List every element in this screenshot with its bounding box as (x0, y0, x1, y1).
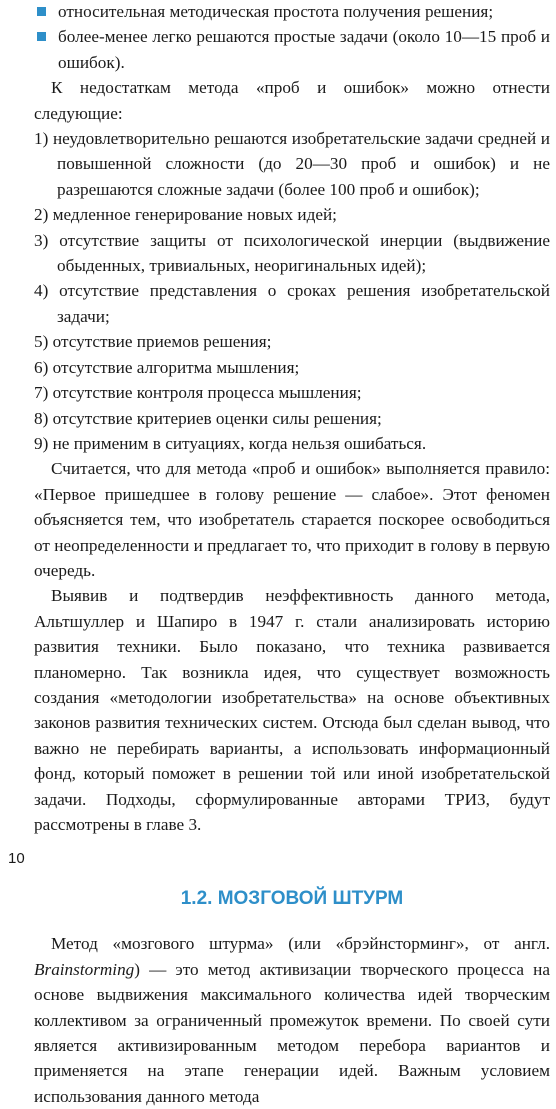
paragraph (34, 931, 550, 1109)
list-item: 8) отсутствие критериев оценки силы решения; (34, 408, 382, 428)
list-item: 4) отсутствие представления о сроках решения изобретательской задачи; (34, 281, 550, 326)
paragraph: Выявив и подтвердив неэффективность данного метода, Альтшуллер и Шапиро в 1947 г. стали анализировать историю развития техники. Было показано, что техника развивается планомерно. Так возникла идея, что существует возможность создания «методологии изобретательства» на основе объективных законов развития технических систем. Отсюда был сделан вывод, что важно не перебирать варианты, а использовать информационный фонд, который поможет в решении той или иной изобретательской задачи. Подходы, сформулированные авторами ТРИЗ, будут рассмотрены в главе 3. (34, 586, 550, 834)
bullet-item (34, 24, 550, 75)
list-item: 5) отсутствие приемов решения; (34, 332, 272, 352)
list-item: 9) не применим в ситуациях, когда нельзя ошибаться. (34, 433, 427, 453)
page-number: 10 (8, 850, 25, 867)
square-bullet-icon (37, 7, 46, 16)
paragraph-text: ) — это метод активизации творческого процесса на основе выдвижения максимального количества идей творческим коллективом за ограниченный промежуток времени. По своей сути является активизированным методом перебора вариантов и применяется на этапе генерации идей. Важным условием использования данного метода (34, 959, 550, 1106)
bullet-item (34, 0, 550, 24)
list-item: 3) отсутствие защиты от психологической инерции (выдвижение обыденных, тривиальных, неоригинальных идей); (34, 230, 550, 276)
list-item: 2) медленное генерирование новых идей; (34, 205, 337, 225)
square-bullet-icon (37, 32, 46, 41)
english-term: Brainstorming (34, 959, 135, 979)
paragraph: Считается, что для метода «проб и ошибок» выполняется правило: «Первое пришедшее в голову решение — слабое». Этот феномен объясняется тем, что изобретатель старается поскорее освободиться от неопределенности и предлагает то, что приходит в голову в первую очередь. (34, 459, 550, 580)
list-item: 1) неудовлетворительно решаются изобретательские задачи средней и повышенной сложности (до 20—30 проб и ошибок) и не разрешаются сложные задачи (более 100 проб и ошибок); (34, 129, 550, 199)
list-item: 7) отсутствие контроля процесса мышления; (34, 383, 362, 403)
section-heading: 1.2. МОЗГОВОЙ ШТУРМ (180, 888, 404, 910)
bullet-text: более-менее легко решаются простые задачи (около 10—15 проб и ошибок). (58, 27, 550, 72)
list-item: 6) отсутствие алгоритма мышления; (34, 357, 300, 377)
paragraph-text: Метод «мозгового штурма» (или «брэйнсторминг», от англ. (51, 934, 550, 954)
body-text (34, 0, 550, 1109)
bullet-text: относительная методическая простота получения решения; (58, 2, 494, 21)
drawbacks-intro: К недостаткам метода «проб и ошибок» можно отнести следующие: (34, 78, 550, 123)
